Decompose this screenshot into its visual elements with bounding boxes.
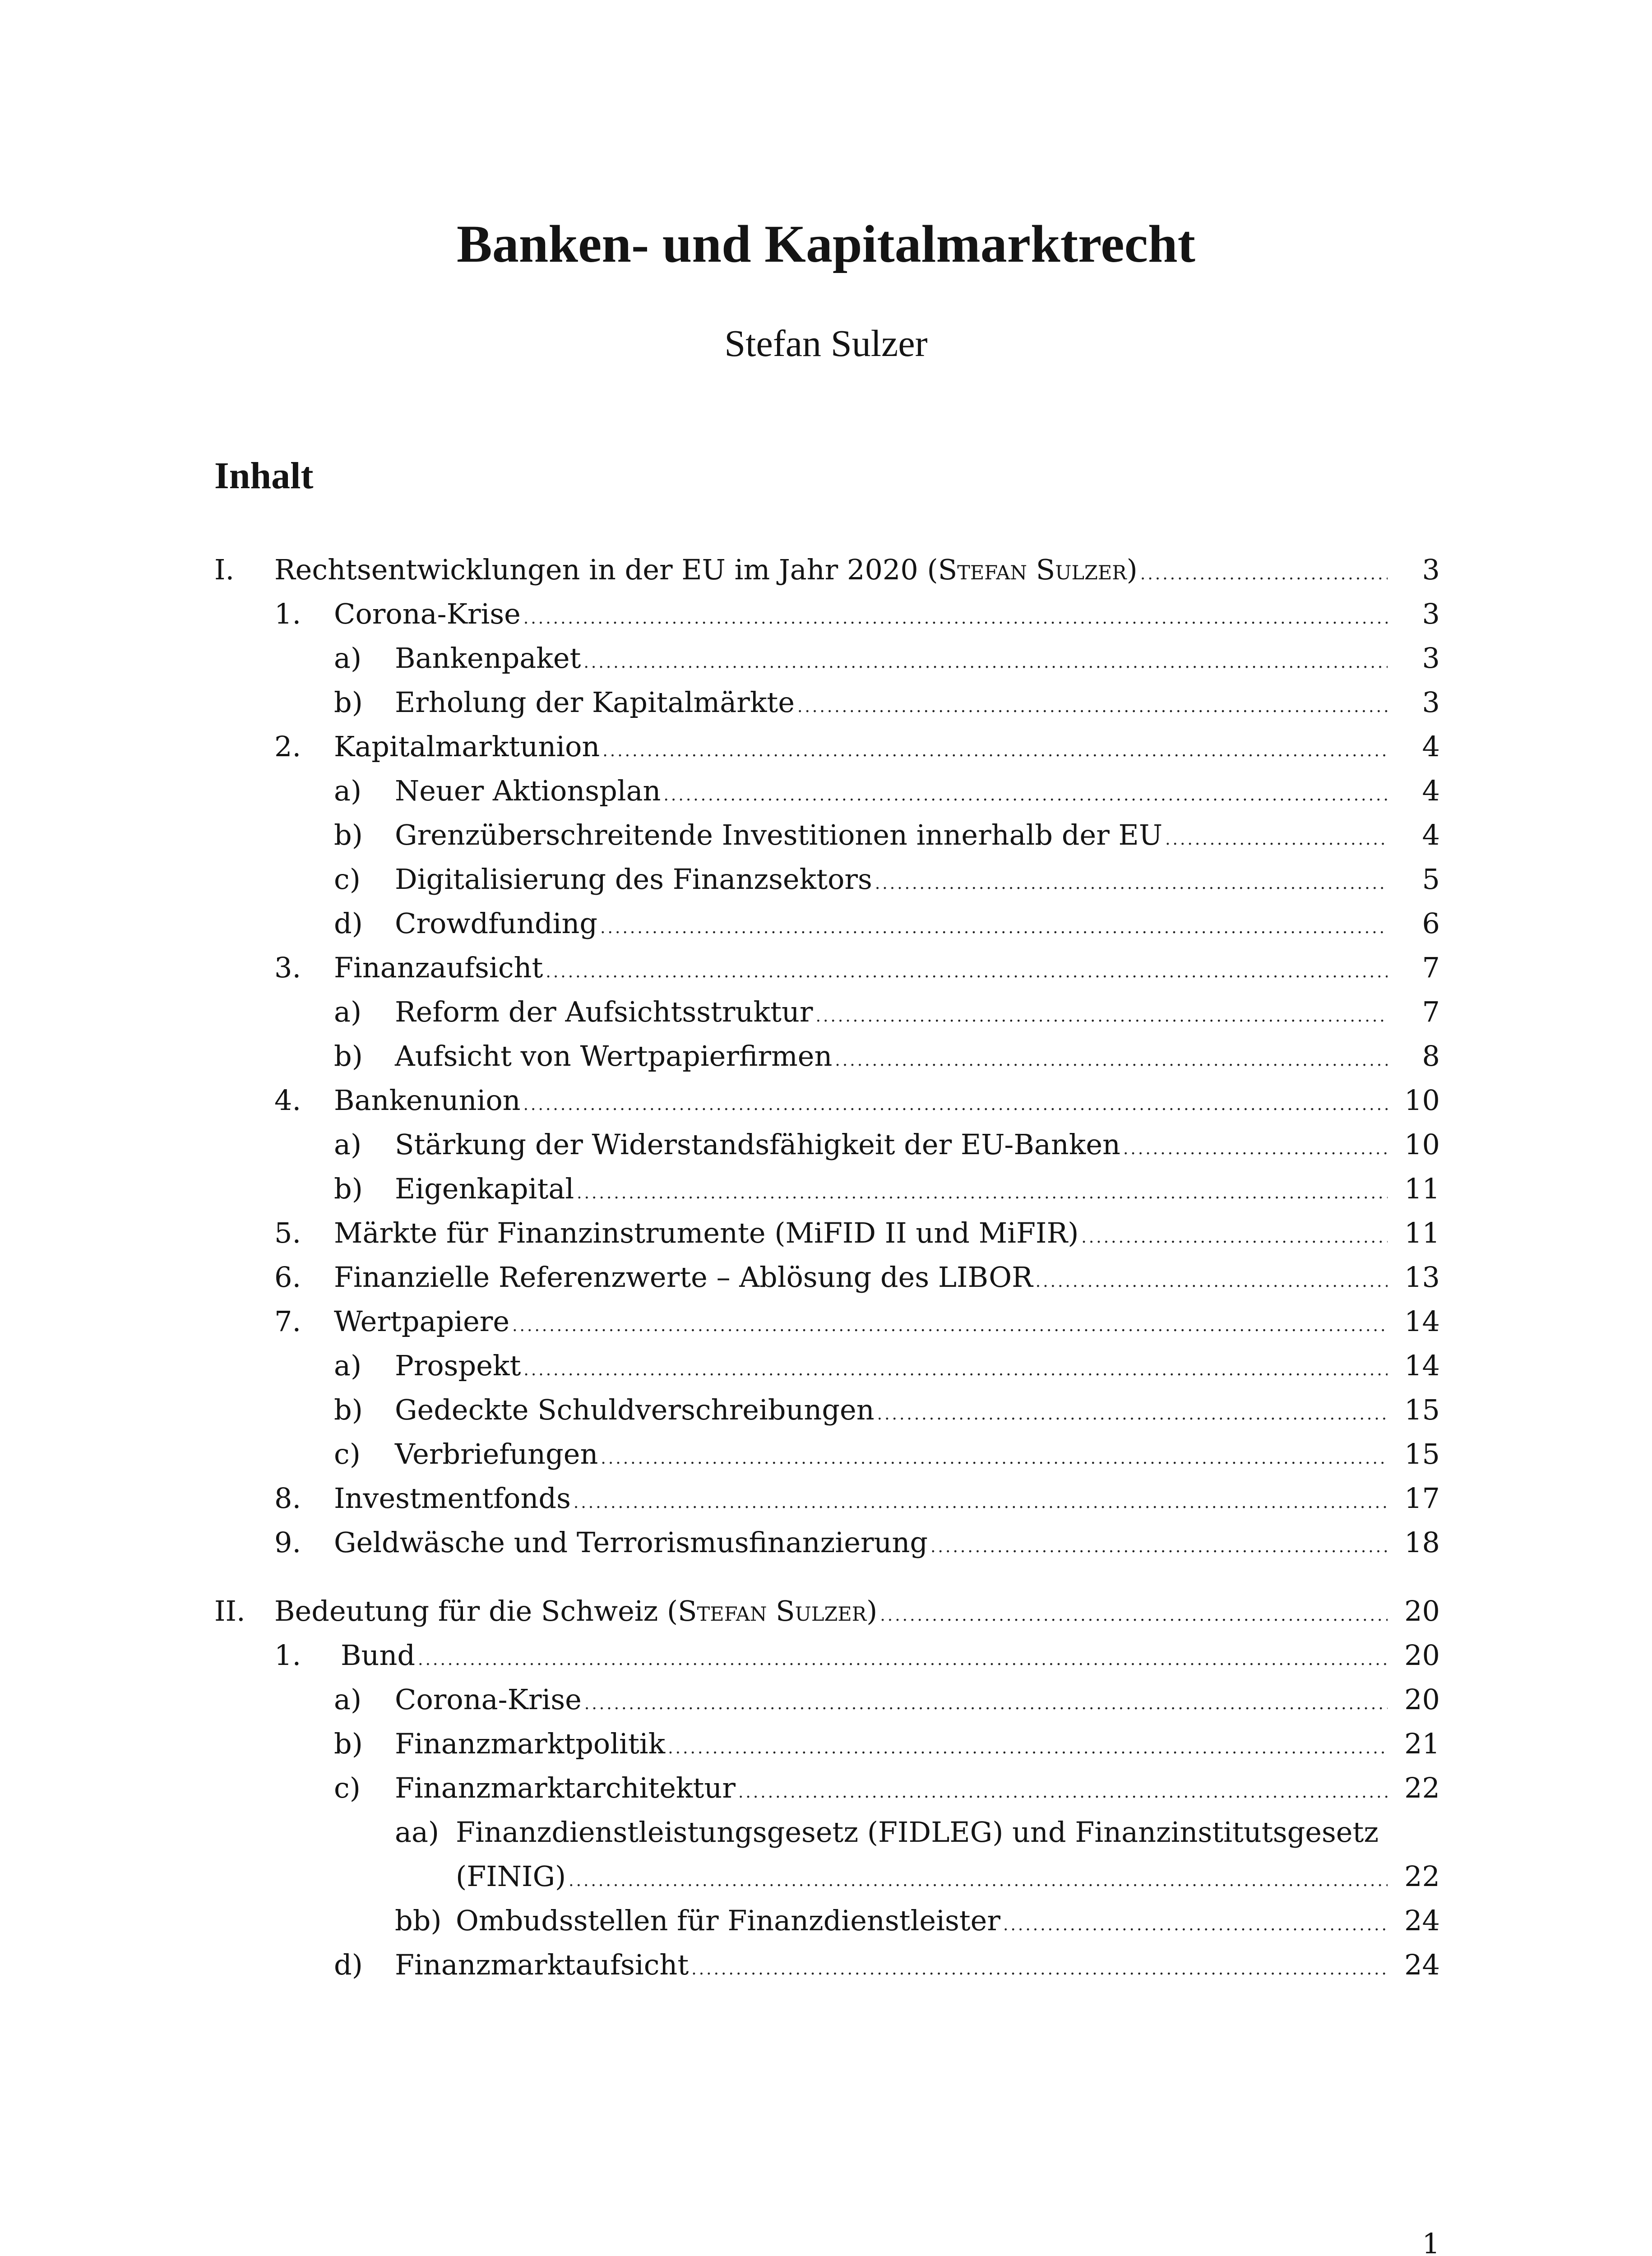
toc-entry-number: b) — [334, 1040, 363, 1073]
toc-entry-text: Grenzüberschreitende Investitionen innerhalb der EU — [395, 816, 1162, 855]
toc-dot-leader — [601, 1439, 1388, 1478]
toc-dot-leader — [512, 1307, 1388, 1345]
toc-entry-text: Finanzmarktarchitektur — [395, 1769, 736, 1808]
toc-entry — [0, 1592, 1652, 1631]
toc-entry-number: II. — [214, 1595, 245, 1627]
toc-dot-leader — [816, 997, 1388, 1036]
toc-entry-page: 7 — [1422, 951, 1440, 984]
toc-entry-number: 3. — [274, 951, 301, 984]
toc-entry — [0, 1857, 1652, 1896]
toc-entry-text: Ombudsstellen für Finanzdienstleister — [456, 1901, 1000, 1940]
toc-entry-number: c) — [334, 1771, 361, 1804]
toc-entry-title — [395, 993, 1390, 1036]
toc-entry — [0, 772, 1652, 810]
toc-entry-page: 7 — [1422, 995, 1440, 1028]
toc-entry-number: a) — [334, 1128, 362, 1161]
toc-entry-text: Crowdfunding — [395, 904, 597, 943]
toc-dot-leader — [1003, 1906, 1388, 1945]
toc-dot-leader — [569, 1862, 1388, 1900]
toc-entry-text: Märkte für Finanzinstrumente (MiFID II und MiFIR) — [334, 1214, 1078, 1253]
toc-dot-leader — [875, 864, 1388, 903]
toc-entry — [0, 683, 1652, 722]
toc-entry-title — [395, 639, 1390, 682]
toc-entry-page: 10 — [1404, 1084, 1440, 1117]
toc-entry-page: 3 — [1422, 686, 1440, 719]
toc-entry-text: Bankenpaket — [395, 639, 581, 678]
toc-entry-title — [395, 1346, 1390, 1390]
toc-entry-text: Gedeckte Schuldverschreibungen — [395, 1391, 875, 1429]
toc-entry-text: (FINIG) — [456, 1857, 566, 1896]
toc-entry-title — [334, 595, 1390, 638]
toc-entry — [0, 1636, 1652, 1675]
document-author: Stefan Sulzer — [724, 323, 928, 365]
toc-entry-title — [395, 860, 1390, 903]
toc-dot-leader — [668, 1729, 1388, 1768]
toc-entry-page: 5 — [1422, 863, 1440, 896]
document-title: Banken- und Kapitalmarktrecht — [457, 214, 1195, 273]
toc-dot-leader — [523, 1086, 1388, 1124]
toc-entry-page: 22 — [1404, 1860, 1440, 1893]
toc-entry-number: a) — [334, 642, 362, 675]
toc-dot-leader — [930, 1528, 1388, 1567]
toc-entry-page: 15 — [1404, 1438, 1440, 1470]
toc-entry-text: Digitalisierung des Finanzsektors — [395, 860, 872, 899]
toc-entry-page: 20 — [1404, 1683, 1440, 1716]
toc-entry-number: 2. — [274, 730, 301, 763]
toc-entry-page: 6 — [1422, 907, 1440, 940]
toc-entry-text: Prospekt — [395, 1346, 521, 1385]
toc-entry — [0, 1302, 1652, 1341]
toc-entry-number: b) — [334, 1393, 363, 1426]
toc-entry-number: 1. — [274, 597, 301, 630]
toc-entry-title — [395, 1125, 1390, 1169]
toc-entry-title — [395, 816, 1390, 859]
toc-entry-title — [395, 1769, 1390, 1812]
toc-entry-number: 4. — [274, 1084, 301, 1117]
toc-entry-title — [334, 1479, 1390, 1522]
toc-entry — [0, 1037, 1652, 1076]
toc-entry-title — [395, 683, 1390, 726]
toc-dot-leader — [1036, 1262, 1388, 1301]
toc-entry-page: 4 — [1422, 818, 1440, 851]
toc-entry-number: I. — [214, 553, 235, 586]
toc-entry-text: Neuer Aktionsplan — [395, 772, 661, 810]
toc-entry-text: Finanzmarktaufsicht — [395, 1946, 689, 1984]
toc-entry-page: 20 — [1404, 1595, 1440, 1627]
toc-entry-page: 4 — [1422, 774, 1440, 807]
toc-entry-text: Eigenkapital — [395, 1170, 574, 1208]
toc-entry — [0, 1170, 1652, 1208]
toc-entry-number: 9. — [274, 1526, 301, 1559]
toc-entry-title — [274, 550, 1390, 594]
toc-entry-page: 11 — [1404, 1216, 1440, 1249]
toc-entry — [0, 727, 1652, 766]
toc-entry-number: c) — [334, 1438, 361, 1470]
toc-entry — [0, 1680, 1652, 1719]
toc-entry — [0, 816, 1652, 855]
toc-entry-number: a) — [334, 1349, 362, 1382]
toc-entry-title — [334, 1081, 1390, 1124]
toc-entry-page: 22 — [1404, 1771, 1440, 1804]
toc-dot-leader — [663, 776, 1388, 815]
toc-entry-title — [395, 904, 1390, 948]
toc-entry-page: 15 — [1404, 1393, 1440, 1426]
toc-entry-number: b) — [334, 818, 363, 851]
toc-entry-number: 1. — [274, 1639, 301, 1672]
toc-dot-leader — [691, 1950, 1388, 1989]
toc-entry-page: 14 — [1404, 1305, 1440, 1338]
toc-entry-title — [334, 1523, 1390, 1567]
toc-entry — [0, 1346, 1652, 1385]
toc-entry — [0, 993, 1652, 1031]
toc-entry-page: 24 — [1404, 1948, 1440, 1981]
toc-dot-leader — [1081, 1218, 1388, 1257]
toc-entry-number: a) — [334, 995, 362, 1028]
toc-entry-page: 3 — [1422, 597, 1440, 630]
toc-entry-page: 11 — [1404, 1172, 1440, 1205]
toc-entry-text: Bedeutung für die Schweiz (Stefan Sulzer) — [274, 1592, 877, 1631]
toc-entry — [0, 1391, 1652, 1429]
toc-entry-text: Corona-Krise — [395, 1680, 582, 1719]
toc-dot-leader — [584, 1685, 1388, 1724]
toc-dot-leader — [574, 1484, 1388, 1522]
toc-entry-title — [395, 772, 1390, 815]
toc-dot-leader — [602, 732, 1388, 771]
toc-entry-title — [341, 1636, 1390, 1679]
toc-entry-text: Investmentfonds — [334, 1479, 571, 1518]
toc-entry-number: a) — [334, 774, 362, 807]
toc-entry-title — [334, 1302, 1390, 1345]
toc-entry-text: Wertpapiere — [334, 1302, 509, 1341]
toc-entry-page: 20 — [1404, 1639, 1440, 1672]
toc-entry-text: Finanzmarktpolitik — [395, 1724, 665, 1763]
toc-entry-title — [456, 1813, 1440, 1852]
toc-entry-text: Geldwäsche und Terrorismusfinanzierung — [334, 1523, 928, 1562]
toc-entry-title — [334, 727, 1390, 771]
toc-entry-title — [395, 1435, 1390, 1478]
toc-entry-number: b) — [334, 1172, 363, 1205]
toc-entry-page: 4 — [1422, 730, 1440, 763]
toc-entry — [0, 1214, 1652, 1253]
toc-entry-number: aa) — [395, 1816, 440, 1849]
toc-entry — [0, 1081, 1652, 1120]
toc-dot-leader — [600, 909, 1388, 948]
toc-entry-text: Erholung der Kapitalmärkte — [395, 683, 795, 722]
toc-entry-text: Verbriefungen — [395, 1435, 598, 1474]
toc-entry-page: 18 — [1404, 1526, 1440, 1559]
toc-entry — [0, 595, 1652, 633]
toc-entry — [0, 1435, 1652, 1474]
toc-entry-title — [456, 1857, 1390, 1900]
toc-entry-title — [395, 1037, 1390, 1080]
toc-dot-leader — [577, 1174, 1388, 1213]
toc-entry-number: d) — [334, 1948, 363, 1981]
toc-entry — [0, 1125, 1652, 1164]
toc-dot-leader — [738, 1773, 1388, 1812]
toc-entry-page: 8 — [1422, 1040, 1440, 1073]
toc-entry — [0, 1901, 1652, 1940]
toc-entry-number: 6. — [274, 1261, 301, 1294]
toc-entry-number: 7. — [274, 1305, 301, 1338]
toc-heading: Inhalt — [214, 455, 314, 497]
toc-entry-title — [395, 1946, 1390, 1989]
toc-entry — [0, 1769, 1652, 1808]
toc-entry-text: Rechtsentwicklungen in der EU im Jahr 2020 (Stefan Sulzer) — [274, 550, 1138, 589]
toc-entry-page: 13 — [1404, 1261, 1440, 1294]
toc-entry-number: a) — [334, 1683, 362, 1716]
toc-dot-leader — [546, 953, 1388, 992]
toc-entry-text: Aufsicht von Wertpapierfirmen — [395, 1037, 832, 1076]
toc-dot-leader — [1140, 555, 1388, 594]
toc-entry-title — [395, 1724, 1390, 1768]
toc-entry — [0, 860, 1652, 899]
toc-entry-number: b) — [334, 686, 363, 719]
toc-entry — [0, 904, 1652, 943]
toc-entry-title — [334, 948, 1390, 992]
toc-entry-number: 5. — [274, 1216, 301, 1249]
toc-dot-leader — [418, 1641, 1388, 1679]
toc-entry-text: Finanzaufsicht — [334, 948, 543, 987]
toc-entry-page: 10 — [1404, 1128, 1440, 1161]
toc-entry-title — [395, 1170, 1390, 1213]
toc-entry-text: Finanzielle Referenzwerte – Ablösung des LIBOR — [334, 1258, 1033, 1297]
toc-dot-leader — [1165, 820, 1388, 859]
toc-entry — [0, 1258, 1652, 1297]
toc-entry-text: Kapitalmarktunion — [334, 727, 600, 766]
toc-entry-number: b) — [334, 1727, 363, 1760]
toc-entry-page: 17 — [1404, 1482, 1440, 1515]
toc-entry-title — [334, 1258, 1390, 1301]
toc-entry — [0, 550, 1652, 589]
toc-entry-page: 21 — [1404, 1727, 1440, 1760]
toc-entry-title — [456, 1901, 1390, 1945]
page-number: 1 — [1422, 2227, 1440, 2256]
toc-entry-text: Bankenunion — [334, 1081, 521, 1120]
toc-entry-page: 3 — [1422, 553, 1440, 586]
toc-entry-page: 24 — [1404, 1904, 1440, 1937]
toc-dot-leader — [1123, 1130, 1388, 1169]
toc-entry-page: 14 — [1404, 1349, 1440, 1382]
toc-entry-number: c) — [334, 863, 361, 896]
toc-entry — [0, 1724, 1652, 1763]
toc-entry-number: bb) — [395, 1904, 442, 1937]
toc-entry — [0, 639, 1652, 678]
toc-dot-leader — [523, 1351, 1388, 1390]
toc-entry-number: 8. — [274, 1482, 301, 1515]
toc-dot-leader — [583, 643, 1388, 682]
toc-dot-leader — [523, 599, 1388, 638]
toc-entry-title — [395, 1680, 1390, 1724]
toc-dot-leader — [835, 1041, 1388, 1080]
toc-dot-leader — [877, 1395, 1388, 1434]
toc-entry-text: Corona-Krise — [334, 595, 521, 633]
toc-entry-page: 3 — [1422, 642, 1440, 675]
toc-entry-title — [274, 1592, 1390, 1635]
toc-dot-leader — [797, 688, 1388, 726]
toc-entry — [0, 948, 1652, 987]
toc-entry-text: Reform der Aufsichtsstruktur — [395, 993, 813, 1031]
toc-entry-text: Stärkung der Widerstandsfähigkeit der EU-Banken — [395, 1125, 1120, 1164]
toc-entry — [0, 1813, 1652, 1852]
toc-entry — [0, 1479, 1652, 1518]
toc-entry — [0, 1946, 1652, 1984]
toc-entry-title — [334, 1214, 1390, 1257]
toc-entry-text: Finanzdienstleistungsgesetz (FIDLEG) und Finanzinstitutsgesetz — [456, 1813, 1379, 1852]
toc-entry-title — [395, 1391, 1390, 1434]
toc-entry — [0, 1523, 1652, 1562]
toc-dot-leader — [880, 1596, 1388, 1635]
toc-entry-text: Bund — [341, 1636, 415, 1675]
toc-entry-number: d) — [334, 907, 363, 940]
